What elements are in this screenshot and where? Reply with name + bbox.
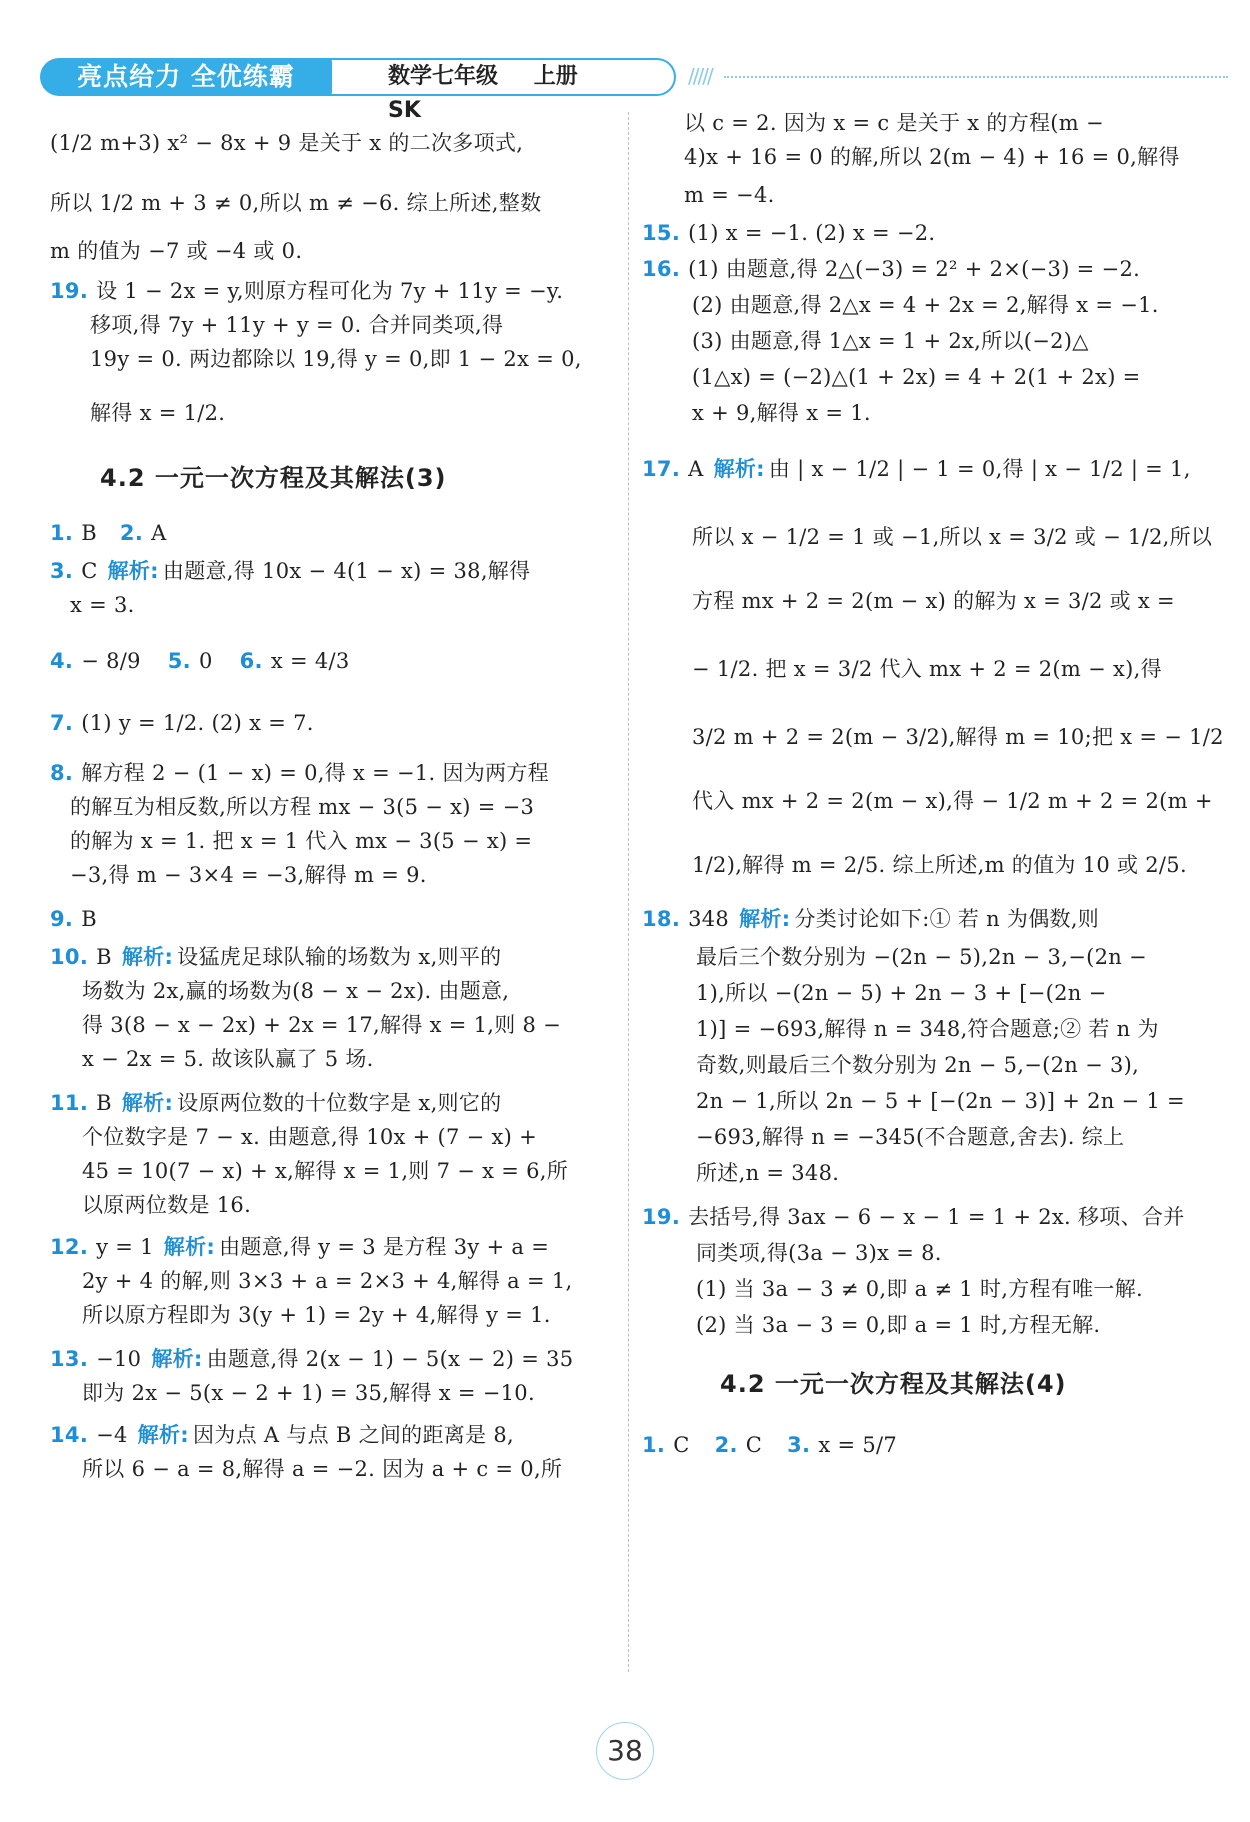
answer-7: 7. (1) y = 1/2. (2) x = 7.: [50, 711, 314, 735]
answer-line: 得 3(8 − x − 2x) + 2x = 17,解得 x = 1,则 8 −: [82, 1013, 562, 1037]
answer-line: 代入 mx + 2 = 2(m − x),得 − 1/2 m + 2 = 2(m +: [692, 789, 1213, 813]
answer-8: 8. 解方程 2 − (1 − x) = 0,得 x = −1. 因为两方程: [50, 761, 549, 785]
answer-1-3-sec4: 1. C 2. C 3. x = 5/7: [642, 1433, 898, 1457]
answer-3: 3. C 解析: 由题意,得 10x − 4(1 − x) = 38,解得: [50, 559, 531, 583]
answer-line: −3,得 m − 3×4 = −3,解得 m = 9.: [70, 863, 427, 887]
answer-line: 2y + 4 的解,则 3×3 + a = 2×3 + 4,解得 a = 1,: [82, 1269, 573, 1293]
answer-17: 17. A 解析: 由 | x − 1/2 | − 1 = 0,得 | x − 1/2 | = 1,: [642, 457, 1191, 481]
answer-line: 最后三个数分别为 −(2n − 5),2n − 3,−(2n −: [696, 945, 1147, 969]
grade-banner: [328, 58, 676, 123]
answer-line: m 的值为 −7 或 −4 或 0.: [50, 239, 303, 263]
answer-14: 14. −4 解析: 因为点 A 与点 B 之间的距离是 8,: [50, 1423, 514, 1447]
answer-line: 以原两位数是 16.: [82, 1193, 252, 1217]
answer-19: 19. 设 1 − 2x = y,则原方程可化为 7y + 11y = −y.: [50, 279, 564, 303]
answer-line: 以 c = 2. 因为 x = c 是关于 x 的方程(m −: [684, 111, 1104, 135]
answer-line: 1/2),解得 m = 2/5. 综上所述,m 的值为 10 或 2/5.: [692, 853, 1187, 877]
answer-19-right: 19. 去括号,得 3ax − 6 − x − 1 = 1 + 2x. 移项、合并: [642, 1205, 1185, 1229]
answer-10: 10. B 解析: 设猛虎足球队输的场数为 x,则平的: [50, 945, 502, 969]
answer-line: (1) 当 3a − 3 ≠ 0,即 a ≠ 1 时,方程有唯一解.: [696, 1277, 1143, 1301]
answer-line: 所以 1/2 m + 3 ≠ 0,所以 m ≠ −6. 综上所述,整数: [50, 191, 542, 215]
answer-line: 4)x + 16 = 0 的解,所以 2(m − 4) + 16 = 0,解得: [684, 145, 1180, 169]
answer-line: (2) 当 3a − 3 = 0,即 a = 1 时,方程无解.: [696, 1313, 1101, 1337]
answer-line: 所以 x − 1/2 = 1 或 −1,所以 x = 3/2 或 − 1/2,所以: [692, 525, 1213, 549]
answer-line: x + 9,解得 x = 1.: [692, 401, 871, 425]
answer-1-2: 1. B 2. A: [50, 521, 167, 545]
answer-line: 19y = 0. 两边都除以 19,得 y = 0,即 1 − 2x = 0,: [90, 347, 582, 371]
header-rule: [724, 76, 1228, 78]
answer-line: 所述,n = 348.: [696, 1161, 840, 1185]
answer-line: 所以原方程即为 3(y + 1) = 2y + 4,解得 y = 1.: [82, 1303, 551, 1327]
analysis-tag: 解析:: [107, 559, 159, 583]
answer-line: 2n − 1,所以 2n − 5 + [−(2n − 3)] + 2n − 1 =: [696, 1089, 1185, 1113]
answer-line: 奇数,则最后三个数分别为 2n − 5,−(2n − 3),: [696, 1053, 1140, 1077]
answer-line: m = −4.: [684, 183, 775, 207]
answer-15: 15. (1) x = −1. (2) x = −2.: [642, 221, 936, 245]
section-title-4: 4.2 一元一次方程及其解法(4): [720, 1370, 1067, 1398]
answer-line: 方程 mx + 2 = 2(m − x) 的解为 x = 3/2 或 x =: [692, 589, 1175, 613]
answer-12: 12. y = 1 解析: 由题意,得 y = 3 是方程 3y + a =: [50, 1235, 550, 1259]
answer-line: 个位数字是 7 − x. 由题意,得 10x + (7 − x) +: [82, 1125, 538, 1149]
answer-line: 即为 2x − 5(x − 2 + 1) = 35,解得 x = −10.: [82, 1381, 535, 1405]
item-number: 19.: [50, 279, 89, 303]
answer-18: 18. 348 解析: 分类讨论如下:① 若 n 为偶数,则: [642, 907, 1100, 931]
answer-line: 同类项,得(3a − 3)x = 8.: [696, 1241, 942, 1265]
answer-line: 解得 x = 1/2.: [90, 401, 226, 425]
header-slashes-icon: /////: [688, 64, 712, 88]
answer-11: 11. B 解析: 设原两位数的十位数字是 x,则它的: [50, 1091, 502, 1115]
answer-line: x − 2x = 5. 故该队赢了 5 场.: [82, 1047, 374, 1071]
answer-line: 的解互为相反数,所以方程 mx − 3(5 − x) = −3: [70, 795, 535, 819]
answer-4-6: 4. − 8/9 5. 0 6. x = 4/3: [50, 649, 350, 673]
answer-line: 1),所以 −(2n − 5) + 2n − 3 + [−(2n −: [696, 981, 1107, 1005]
answer-line: (3) 由题意,得 1△x = 1 + 2x,所以(−2)△: [692, 329, 1089, 353]
answer-line: 1)] = −693,解得 n = 348,符合题意;② 若 n 为: [696, 1017, 1159, 1041]
answer-line: 3/2 m + 2 = 2(m − 3/2),解得 m = 10;把 x = − 1/2: [692, 725, 1224, 749]
answer-line: (1△x) = (−2)△(1 + 2x) = 4 + 2(1 + 2x) =: [692, 365, 1141, 389]
edition-label: SK: [388, 98, 421, 123]
answer-line: −693,解得 n = −345(不合题意,舍去). 综上: [696, 1125, 1125, 1149]
answer-line: 所以 6 − a = 8,解得 a = −2. 因为 a + c = 0,所: [82, 1457, 563, 1481]
subject-label: 数学七年级: [388, 64, 499, 89]
column-divider: [628, 112, 629, 1672]
answer-line: (1/2 m+3) x² − 8x + 9 是关于 x 的二次多项式,: [50, 131, 524, 155]
brand-banner: 亮点给力 全优练霸: [40, 58, 332, 96]
answer-13: 13. −10 解析: 由题意,得 2(x − 1) − 5(x − 2) = 35: [50, 1347, 574, 1371]
answer-line: 场数为 2x,赢的场数为(8 − x − 2x). 由题意,: [82, 979, 510, 1003]
answer-line: − 1/2. 把 x = 3/2 代入 mx + 2 = 2(m − x),得: [692, 657, 1162, 681]
answer-line: 的解为 x = 1. 把 x = 1 代入 mx − 3(5 − x) =: [70, 829, 533, 853]
answer-line: 移项,得 7y + 11y + y = 0. 合并同类项,得: [90, 313, 504, 337]
section-title-3: 4.2 一元一次方程及其解法(3): [100, 464, 447, 492]
answer-line: x = 3.: [70, 593, 135, 617]
answer-line: 45 = 10(7 − x) + x,解得 x = 1,则 7 − x = 6,所: [82, 1159, 568, 1183]
page-number: 38: [596, 1722, 654, 1780]
volume-label: 上册: [533, 64, 578, 89]
answer-9: 9. B: [50, 907, 97, 931]
answer-line: (2) 由题意,得 2△x = 4 + 2x = 2,解得 x = −1.: [692, 293, 1159, 317]
answer-16: 16. (1) 由题意,得 2△(−3) = 2² + 2×(−3) = −2.: [642, 257, 1141, 281]
